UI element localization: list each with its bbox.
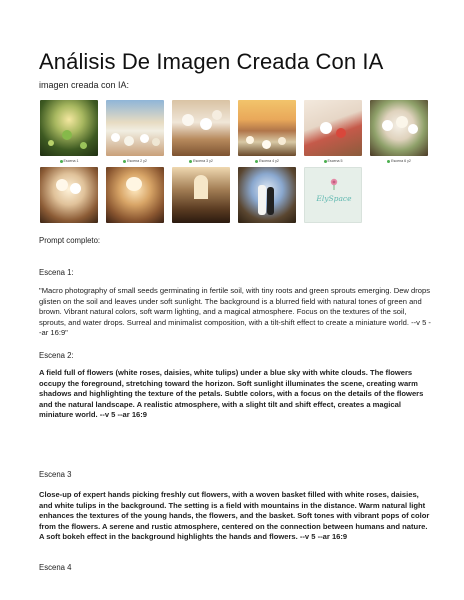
prompt-label: Prompt completo: [39,236,101,245]
check-circle-icon [60,160,63,163]
thumbnail[interactable] [106,167,164,223]
check-circle-icon [387,160,390,163]
thumbnail[interactable] [40,167,98,223]
check-circle-icon [123,160,126,163]
scene-10-image [238,167,296,223]
thumbnail-caption: Escena 4 y2 [259,159,279,163]
scene-6-image [370,100,428,156]
thumbnail[interactable] [106,100,164,164]
section-heading: Escena 1: [39,268,74,277]
thumbnail[interactable] [304,167,362,223]
thumbnail-caption: Escena 5 [327,159,343,163]
page-title: Análisis De Imagen Creada Con IA [39,49,384,74]
check-circle-icon [324,160,327,163]
scene-9-image [172,167,230,223]
flower-icon [328,178,340,190]
scene-1-image [40,100,98,156]
section-text: A field full of flowers (white roses, daisies, white tulips) under a blue sky with white clouds. The flowers occupy the foreground, stretching toward the horizon. Soft sunlight illuminates the scene, creating warm shadows and highlighting the texture of the petals. Subtle colors, with a focus on the details of the flowers and the natural landscape. A realistic atmosphere, with a slight tilt and shift effect, creates a magical miniature world. --v 5 --ar 16:9 [39,368,424,419]
scene-7-image [40,167,98,223]
page-subtitle: imagen creada con IA: [39,80,130,90]
section-heading: Escena 3 [39,470,72,479]
section-text: "Macro photography of small seeds germinating in fertile soil, with tiny roots and green sprouts emerging. Dew drops glisten on the soil and leaves under soft sunlight. The background is a blurred field with natural tones of green and brown. Vibrant natural colors, soft warm lighting, and a magical atmosphere. Focus on the textures of the soil, sprouts, and water drops. Surreal and minimalist composition, with a tilt-shift effect to create a miniature world. --v 5 --ar 16:9" [39,286,431,337]
check-circle-icon [189,160,192,163]
thumbnail-caption: Escena 1 [63,159,79,163]
section-text: Close-up of expert hands picking freshly cut flowers, with a woven basket filled with white roses, daisies, and white tulips in the background. The setting is a field with mountains in the distance. Warm natural light enhances the textures of the young hands, the flowers, and the basket. Soft tones with vibrant pops of color from the flowers. A serene and rustic atmosphere, centered on the connection between humans and nature. A soft bokeh effect in the background highlights the hands and flowers. --v 5 --ar 16:9 [39,490,430,541]
scene-8-image [106,167,164,223]
logo-text: ElySpace [316,194,352,203]
thumbnail[interactable] [172,100,230,164]
scene-3-image [172,100,230,156]
section-heading: Escena 4 [39,563,72,572]
thumbnail[interactable] [172,167,230,223]
thumbnail-caption: Escena 6 y2 [391,159,411,163]
thumbnail[interactable] [304,100,362,164]
thumbnail[interactable] [370,100,428,164]
section-heading: Escena 2: [39,351,74,360]
scene-2-image [106,100,164,156]
thumbnail[interactable] [238,100,296,164]
scene-4-image [238,100,296,156]
logo-image [304,167,362,223]
thumbnail-caption: Escena 2 y2 [127,159,147,163]
thumbnail[interactable] [238,167,296,223]
thumbnail[interactable] [40,100,98,164]
scene-5-image [304,100,362,156]
thumbnail-caption: Escena 3 y2 [193,159,213,163]
check-circle-icon [255,160,258,163]
